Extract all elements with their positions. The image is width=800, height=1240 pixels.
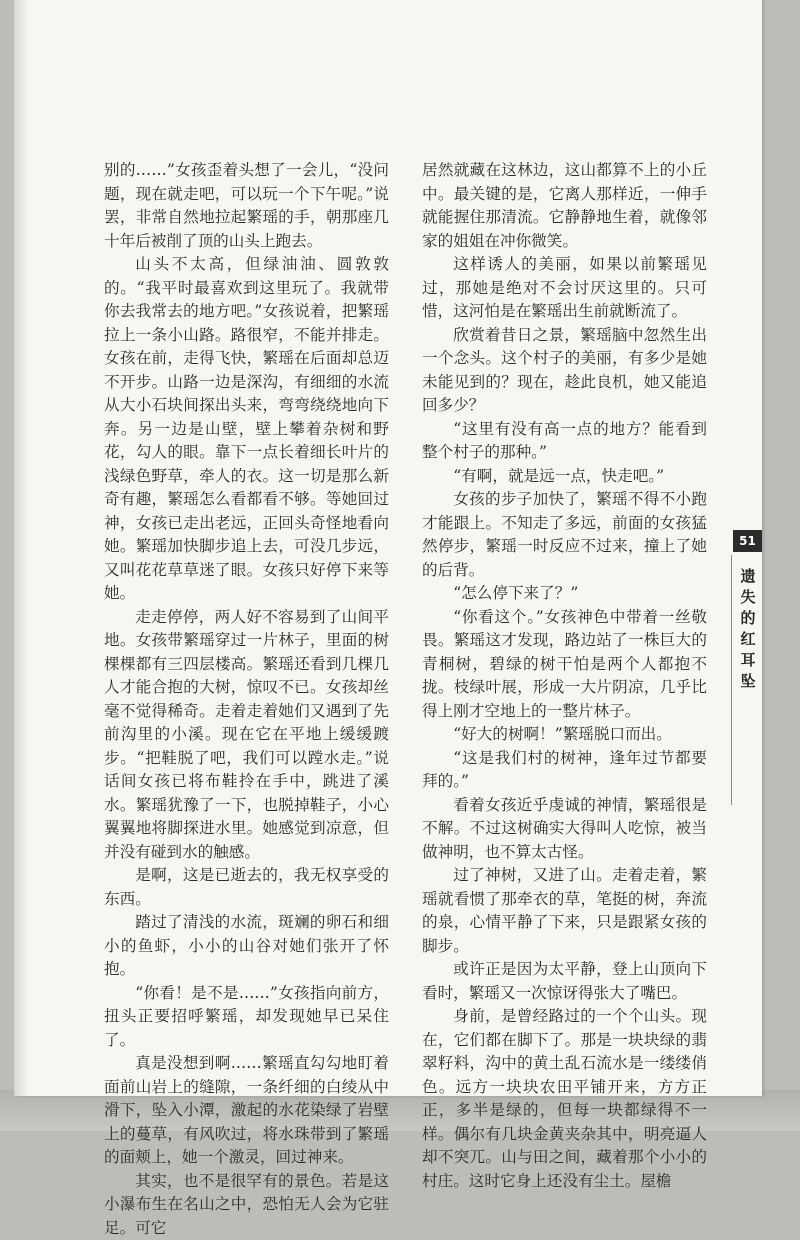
side-title-char: 的	[738, 608, 758, 629]
paragraph: 踏过了清浅的水流，斑斓的卵石和细小的鱼虾，小小的山谷对她们张开了怀抱。	[104, 911, 389, 982]
side-title-char: 坠	[738, 671, 758, 692]
side-title-char: 失	[738, 587, 758, 608]
paragraph: “你看这个。”女孩神色中带着一丝敬畏。繁瑶这才发现，路边站了一株巨大的青桐树，碧绿的树干怕是两个人都抱不拢。枝绿叶展，形成一大片阴凉，几乎比得上刚才空地上的一整片林子。	[422, 606, 707, 724]
side-title-char: 红	[738, 629, 758, 650]
side-title-char: 遗	[738, 566, 758, 587]
paragraph: “你看！是不是……”女孩指向前方，扭头正要招呼繁瑶，却发现她早已呆住了。	[104, 982, 389, 1053]
page-number: 51	[739, 534, 756, 548]
paragraph: “这是我们村的树神，逢年过节都要拜的。”	[422, 747, 707, 794]
paragraph: 女孩的步子加快了，繁瑶不得不小跑才能跟上。不知走了多远，前面的女孩猛然停步，繁瑶一时反应不过来，撞上了她的后背。	[422, 488, 707, 582]
paragraph: 走走停停，两人好不容易到了山间平地。女孩带繁瑶穿过一片林子，里面的树棵棵都有三四层楼高。繁瑶还看到几棵几人才能合抱的大树，惊叹不已。女孩却丝毫不觉得稀奇。走着走着她们又遇到了先前沟里的小溪。现在它在平地上缓缓踱步。“把鞋脱了吧，我们可以蹚水走。”说话间女孩已将布鞋拎在手中，跳进了溪水。繁瑶犹豫了一下，也脱掉鞋子，小心翼翼地将脚探进水里。她感觉到凉意，但并没有碰到水的触感。	[104, 606, 389, 865]
paragraph: 山头不太高，但绿油油、圆敦敦的。“我平时最喜欢到这里玩了。我就带你去我常去的地方吧。”女孩说着，把繁瑶拉上一条小山路。路很窄，不能并排走。女孩在前，走得飞快，繁瑶在后面却总迈不开步。山路一边是深沟，有细细的水流从大小石块间探出头来，弯弯绕绕地向下奔。另一边是山壁，壁上攀着杂树和野花，勾人的眼。靠下一点长着细长叶片的浅绿色野草，牵人的衣。这一切是那么新奇有趣，繁瑶怎么看都看不够。等她回过神，女孩已走出老远，正回头奇怪地看向她。繁瑶加快脚步追上去，可没几步远，又叫花花草草迷了眼。女孩只好停下来等她。	[104, 253, 389, 606]
left-text-column	[104, 159, 389, 1240]
side-section-title	[738, 566, 758, 692]
paragraph: 是啊，这是已逝去的，我无权享受的东西。	[104, 864, 389, 911]
paragraph: 这样诱人的美丽，如果以前繁瑶见过，那她是绝对不会讨厌这里的。只可惜，这河怕是在繁瑶出生前就断流了。	[422, 253, 707, 324]
paragraph: 别的……”女孩歪着头想了一会儿，“没问题，现在就走吧，可以玩一个下午呢。”说罢，非常自然地拉起繁瑶的手，朝那座几十年后被削了顶的山头上跑去。	[104, 159, 389, 253]
paragraph: 其实，也不是很罕有的景色。若是这小瀑布生在名山之中，恐怕无人会为它驻足。可它	[104, 1170, 389, 1240]
paragraph: “这里有没有高一点的地方？能看到整个村子的那种。”	[422, 418, 707, 465]
paragraph: “好大的树啊！”繁瑶脱口而出。	[422, 723, 707, 747]
page-number-tab	[733, 530, 762, 552]
book-spine-shadow	[14, 0, 28, 1096]
side-title-char: 耳	[738, 650, 758, 671]
side-divider-line	[731, 555, 732, 805]
paragraph: 身前，是曾经路过的一个个山头。现在，它们都在脚下了。那是一块块绿的翡翠籽料，沟中的黄土乱石流水是一缕缕俏色。远方一块块农田平铺开来，方方正正，多半是绿的，但每一块都绿得不一样。偶尔有几块金黄夹杂其中，明亮逼人却不突兀。山与田之间，藏着那个小小的村庄。这时它身上还没有尘土。屋檐	[422, 1005, 707, 1193]
paragraph: 过了神树，又进了山。走着走着，繁瑶就看惯了那牵衣的草，笔挺的树，奔流的泉，心情平静了下来，只是跟紧女孩的脚步。	[422, 864, 707, 958]
right-text-column	[422, 159, 707, 1193]
paragraph: 居然就藏在这林边，这山都算不上的小丘中。最关键的是，它离人那样近，一伸手就能握住那清流。它静静地生着，就像邻家的姐姐在冲你微笑。	[422, 159, 707, 253]
paragraph: 真是没想到啊……繁瑶直勾勾地盯着面前山岩上的缝隙，一条纤细的白绫从中滑下，坠入小潭，激起的水花染绿了岩壁上的蔓草，有风吹过，将水珠带到了繁瑶的面颊上，她一个激灵，回过神来。	[104, 1052, 389, 1170]
paragraph: “有啊，就是远一点，快走吧。”	[422, 465, 707, 489]
paragraph: 看着女孩近乎虔诚的神情，繁瑶很是不解。不过这树确实大得叫人吃惊，被当做神明，也不算太古怪。	[422, 794, 707, 865]
paragraph: 或许正是因为太平静，登上山顶向下看时，繁瑶又一次惊讶得张大了嘴巴。	[422, 958, 707, 1005]
paragraph: 欣赏着昔日之景，繁瑶脑中忽然生出一个念头。这个村子的美丽，有多少是她未能见到的？现在，趁此良机，她又能追回多少？	[422, 324, 707, 418]
paragraph: “怎么停下来了？”	[422, 582, 707, 606]
